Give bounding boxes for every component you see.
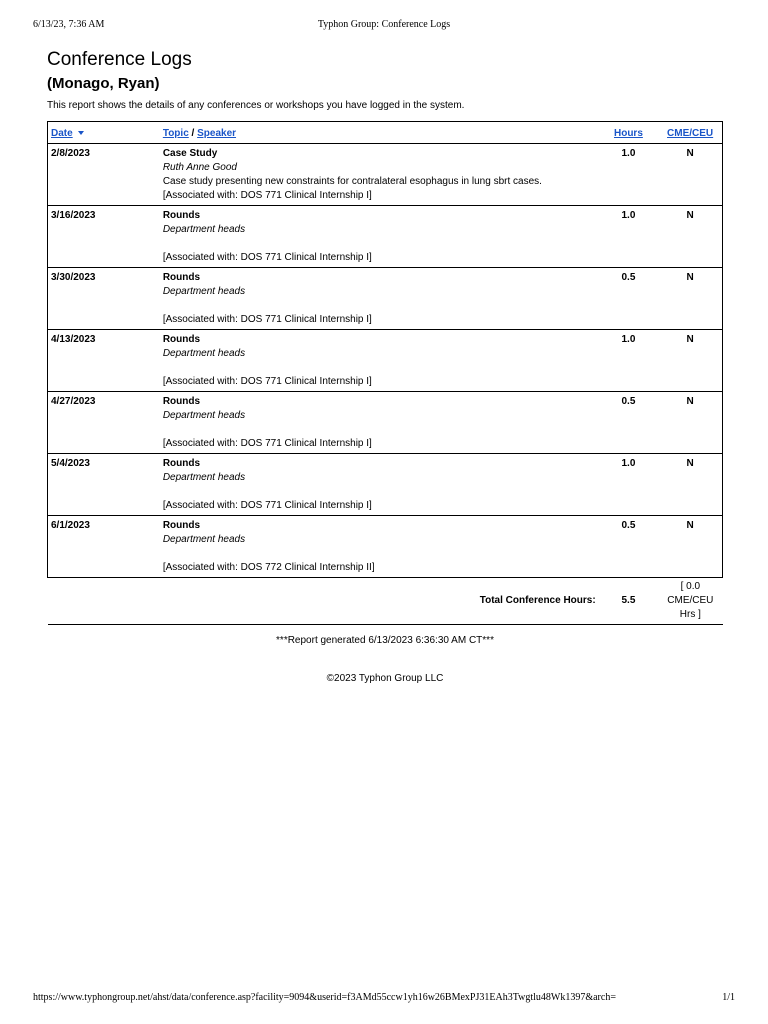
table-row xyxy=(48,454,723,516)
table-row xyxy=(48,516,723,578)
entry-speaker: Department heads xyxy=(162,410,246,421)
entry-details xyxy=(160,516,599,578)
entry-association: [Associated with: DOS 772 Clinical Internship II] xyxy=(162,562,375,573)
report-description: This report shows the details of any conferences or workshops you have logged in the system. xyxy=(47,100,465,111)
entry-topic: Rounds xyxy=(162,396,201,407)
entry-speaker: Department heads xyxy=(162,472,246,483)
print-url: https://www.typhongroup.net/ahst/data/conference.asp?facility=9094&userid=f3AMd55ccw1yh16w26BMexPJ31EAh3Twgtlu48Wk1397&arch= xyxy=(33,992,616,1003)
table-row xyxy=(48,144,723,206)
entry-details xyxy=(160,268,599,330)
entry-date: 6/1/2023 xyxy=(48,516,160,578)
sort-by-speaker-link[interactable]: Speaker xyxy=(197,127,237,139)
sort-descending-icon[interactable] xyxy=(78,131,84,135)
entry-association: [Associated with: DOS 771 Clinical Internship I] xyxy=(162,500,372,511)
table-row xyxy=(48,268,723,330)
entry-cme: N xyxy=(658,268,722,330)
print-datetime: 6/13/23, 7:36 AM xyxy=(33,19,105,30)
entry-association: [Associated with: DOS 771 Clinical Internship I] xyxy=(162,438,372,449)
entry-details xyxy=(160,206,599,268)
copyright: ©2023 Typhon Group LLC xyxy=(326,673,444,684)
entry-association: [Associated with: DOS 771 Clinical Internship I] xyxy=(162,376,372,387)
print-page-title: Typhon Group: Conference Logs xyxy=(317,19,451,30)
entry-description xyxy=(163,485,596,499)
entry-topic: Rounds xyxy=(162,210,201,221)
entry-hours: 1.0 xyxy=(599,454,659,516)
entry-speaker: Department heads xyxy=(162,534,246,545)
entry-description xyxy=(163,237,596,251)
entry-description xyxy=(163,299,596,313)
entry-details xyxy=(160,330,599,392)
entry-topic: Rounds xyxy=(162,520,201,531)
entry-association: [Associated with: DOS 771 Clinical Internship I] xyxy=(162,190,372,201)
page-title: Conference Logs xyxy=(47,49,192,70)
column-header-cme xyxy=(658,122,722,144)
entry-description xyxy=(163,361,596,375)
entry-hours: 0.5 xyxy=(599,392,659,454)
header-separator: / xyxy=(188,127,198,139)
entry-topic: Rounds xyxy=(162,334,201,345)
entry-description xyxy=(163,423,596,437)
entry-cme: N xyxy=(658,144,722,206)
print-page-number: 1/1 xyxy=(722,992,735,1003)
entry-cme: N xyxy=(658,516,722,578)
entry-speaker: Department heads xyxy=(162,224,246,235)
entry-cme: N xyxy=(658,392,722,454)
entry-date: 4/13/2023 xyxy=(48,330,160,392)
sort-by-cme-link[interactable]: CME/CEU xyxy=(667,127,714,139)
entry-hours: 0.5 xyxy=(599,268,659,330)
entry-cme: N xyxy=(658,330,722,392)
entry-speaker: Department heads xyxy=(162,286,246,297)
entry-details xyxy=(160,392,599,454)
entry-date: 4/27/2023 xyxy=(48,392,160,454)
report xyxy=(47,47,723,686)
column-header-topic-speaker xyxy=(160,122,599,144)
entry-hours: 0.5 xyxy=(599,516,659,578)
entry-description: Case study presenting new constraints for contralateral esophagus in lung sbrt cases. xyxy=(162,176,542,187)
entry-hours: 1.0 xyxy=(599,206,659,268)
total-cme-line: Hrs ] xyxy=(679,609,701,620)
conference-log-table xyxy=(47,121,723,625)
total-cme-line: CME/CEU xyxy=(667,595,714,606)
sort-by-hours-link[interactable]: Hours xyxy=(613,127,643,139)
total-hours-label: Total Conference Hours: xyxy=(48,578,599,625)
table-row xyxy=(48,206,723,268)
total-row xyxy=(48,578,723,625)
report-generated-note: ***Report generated 6/13/2023 6:36:30 AM CT*** xyxy=(276,635,494,646)
student-name: (Monago, Ryan) xyxy=(47,75,160,92)
column-header-date xyxy=(48,122,160,144)
entry-cme: N xyxy=(658,454,722,516)
entry-cme: N xyxy=(658,206,722,268)
table-body xyxy=(48,144,723,625)
print-header xyxy=(0,0,768,30)
entry-topic: Rounds xyxy=(162,458,201,469)
entry-date: 3/16/2023 xyxy=(48,206,160,268)
entry-date: 3/30/2023 xyxy=(48,268,160,330)
entry-hours: 1.0 xyxy=(599,144,659,206)
sort-by-date-link[interactable]: Date xyxy=(51,127,73,139)
sort-by-topic-link[interactable]: Topic xyxy=(162,127,189,139)
entry-topic: Rounds xyxy=(162,272,201,283)
entry-details xyxy=(160,144,599,206)
entry-description xyxy=(163,547,596,561)
total-cme-line: [ 0.0 xyxy=(680,581,701,592)
entry-speaker: Ruth Anne Good xyxy=(162,162,237,173)
entry-association: [Associated with: DOS 771 Clinical Internship I] xyxy=(162,252,372,263)
total-hours-value: 5.5 xyxy=(599,578,659,625)
entry-date: 5/4/2023 xyxy=(48,454,160,516)
entry-hours: 1.0 xyxy=(599,330,659,392)
entry-date: 2/8/2023 xyxy=(48,144,160,206)
entry-speaker: Department heads xyxy=(162,348,246,359)
column-header-hours xyxy=(599,122,659,144)
entry-topic: Case Study xyxy=(162,148,218,159)
table-row xyxy=(48,330,723,392)
table-row xyxy=(48,392,723,454)
entry-association: [Associated with: DOS 771 Clinical Internship I] xyxy=(162,314,372,325)
entry-details xyxy=(160,454,599,516)
table-header-row xyxy=(48,122,723,144)
total-cme-value xyxy=(658,578,722,625)
print-footer xyxy=(0,992,768,1006)
